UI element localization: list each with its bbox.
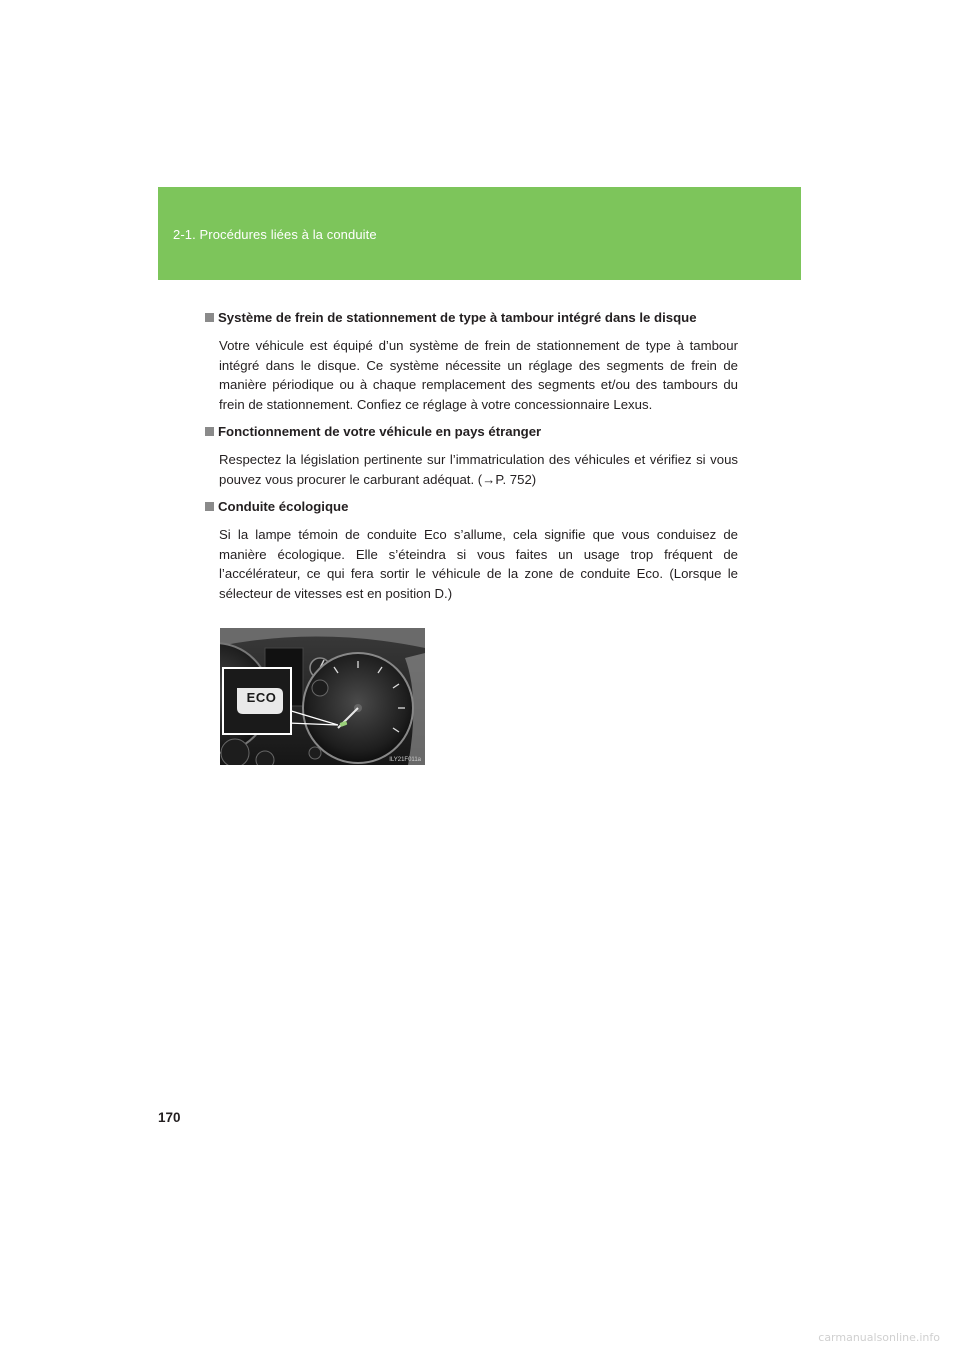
eco-indicator-figure — [220, 628, 425, 765]
section-title: Système de frein de stationnement de type à tambour intégré dans le disque — [218, 310, 697, 325]
square-bullet-icon — [205, 502, 214, 511]
square-bullet-icon — [205, 313, 214, 322]
page-number: 170 — [158, 1110, 181, 1125]
section-body: Si la lampe témoin de conduite Eco s’allume, cela signifie que vous conduisez de manière écologique. Elle s’éteindra si vous faites un usage trop fréquent de l’accélérateur, ce qui fera sortir le véhicule de la zone de conduite Eco. (Lorsque le sélecteur de vitesses est en position D.) — [219, 527, 738, 601]
section-body: Votre véhicule est équipé d’un système de frein de stationnement de type à tambour intégré dans le disque. Ce système nécessite un réglage des segments de frein de manière périodique ou à chaque remplacement des segments et/ou des tambours du frein de stationnement. Confiez ce réglage à votre concessionnaire Lexus. — [219, 338, 738, 412]
section-body: Respectez la législation pertinente sur l’immatriculation des véhicules et vérifiez si vous pouvez vous procurer le carburant adéquat. (→P. 752) — [219, 452, 738, 487]
section-foreign-country — [205, 422, 738, 489]
header-band — [158, 187, 801, 280]
figure-code: ILY21F011a — [389, 757, 421, 763]
square-bullet-icon — [205, 427, 214, 436]
watermark: carmanualsonline.info — [818, 1331, 940, 1344]
section-title: Conduite écologique — [218, 499, 349, 514]
main-content — [205, 308, 738, 611]
section-parking-brake — [205, 308, 738, 414]
section-eco-driving — [205, 497, 738, 603]
breadcrumb: 2-1. Procédures liées à la conduite — [173, 227, 377, 242]
section-title: Fonctionnement de votre véhicule en pays étranger — [218, 424, 542, 439]
eco-indicator-label: ECO — [246, 690, 277, 705]
